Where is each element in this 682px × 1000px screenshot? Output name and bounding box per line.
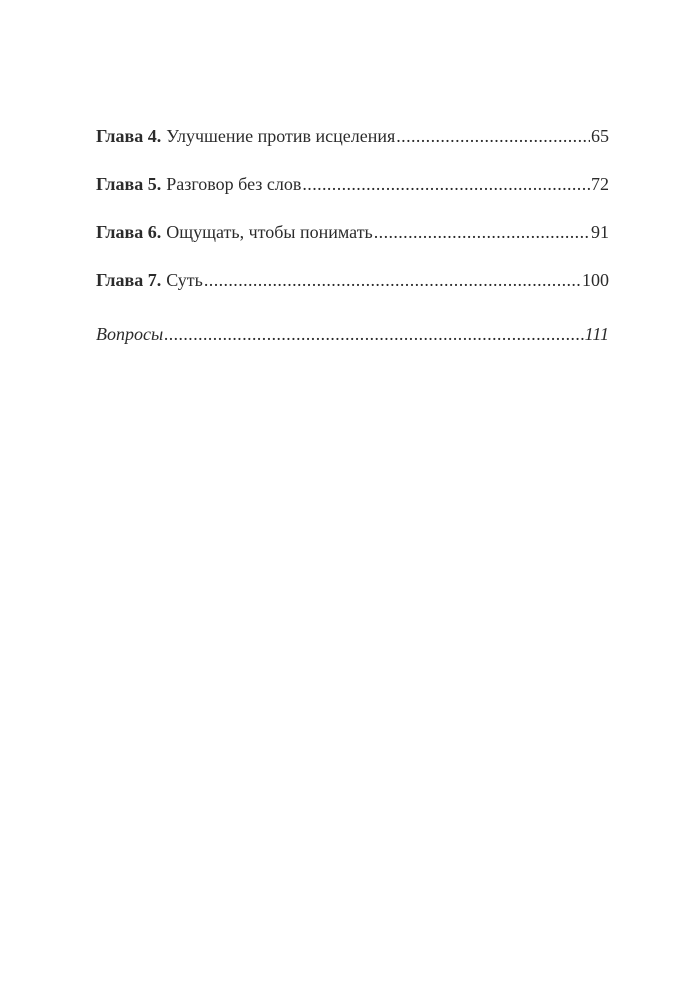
section-spacer [96, 292, 609, 322]
toc-entry-chapter-4[interactable] [96, 124, 609, 148]
dot-leader [204, 268, 581, 292]
page-number: 100 [582, 270, 609, 290]
entry-title: Вопросы [96, 324, 164, 344]
page-number: 111 [584, 324, 609, 344]
entry-title: Ощущать, чтобы понимать [166, 222, 373, 242]
chapter-label: Глава 6. [96, 222, 162, 242]
page-number: 72 [591, 174, 609, 194]
dot-leader [374, 220, 590, 244]
entry-title: Суть [166, 270, 203, 290]
table-of-contents [96, 124, 609, 346]
toc-entry-questions[interactable] [96, 322, 609, 346]
entry-title: Улучшение против исцеления [166, 126, 396, 146]
chapter-label: Глава 7. [96, 270, 162, 290]
chapter-label: Глава 5. [96, 174, 162, 194]
page-number: 65 [591, 126, 609, 146]
page-number: 91 [591, 222, 609, 242]
toc-entry-chapter-6[interactable] [96, 220, 609, 244]
dot-leader [164, 322, 583, 346]
toc-entry-chapter-7[interactable] [96, 268, 609, 292]
dot-leader [302, 172, 590, 196]
chapter-label: Глава 4. [96, 126, 162, 146]
dot-leader [396, 124, 590, 148]
toc-entry-chapter-5[interactable] [96, 172, 609, 196]
entry-title: Разговор без слов [166, 174, 302, 194]
